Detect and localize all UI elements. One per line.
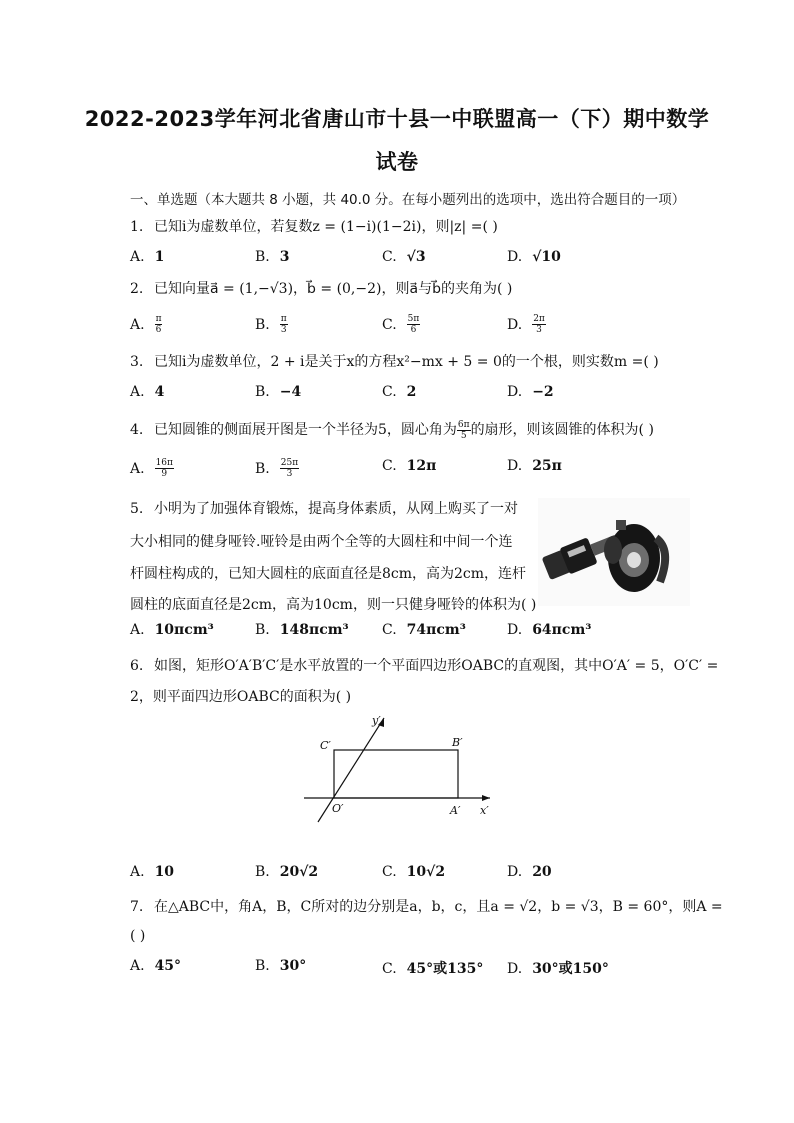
y-axis	[318, 718, 384, 822]
question-2	[130, 275, 512, 303]
question-4	[130, 416, 654, 444]
label-c: C′	[320, 739, 331, 752]
option-label: C.	[382, 622, 397, 638]
question-text: 小明为了加强体育锻炼，提高身体素质，从网上购买了一对	[154, 501, 518, 517]
option-d[interactable]	[507, 864, 552, 880]
question-6-line-1	[130, 655, 718, 675]
option-value: 10πcm³	[154, 622, 214, 638]
label-x: x′	[480, 804, 489, 817]
option-value: 10	[154, 864, 175, 880]
option-value: 3	[279, 249, 290, 265]
option-value: 10√2	[406, 864, 446, 880]
option-label: C.	[382, 316, 397, 333]
option-c[interactable]	[382, 458, 436, 474]
option-label: B.	[255, 384, 270, 400]
option-c[interactable]	[382, 249, 426, 265]
option-fraction: $\frac{\pi}{3}$	[280, 314, 287, 335]
option-a[interactable]	[130, 314, 162, 335]
question-5-line-4: 圆柱的底面直径是2cm，高为10cm，则一只健身哑铃的体积为( )	[130, 597, 537, 613]
option-c[interactable]	[382, 384, 416, 400]
question-3-options	[130, 384, 690, 408]
section-heading: 一、单选题（本大题共 8 小题，共 40.0 分。在每小题列出的选项中，选出符合题目的一项）	[130, 192, 686, 208]
option-label: C.	[382, 458, 397, 474]
option-a[interactable]	[130, 958, 181, 974]
label-a: A′	[450, 804, 461, 817]
question-text: 已知向量a⃗ = (1,−√3)，b⃗ = (0,−2)，则a⃗与b⃗的夹角为( )	[154, 281, 513, 297]
question-1-options	[130, 249, 690, 273]
option-label: A.	[130, 864, 145, 880]
option-label: B.	[255, 316, 270, 333]
option-value: −4	[279, 384, 302, 400]
question-number: 5.	[130, 501, 144, 517]
option-label: B.	[255, 864, 270, 880]
rectangle-diagram	[300, 712, 500, 826]
question-7-options	[130, 958, 690, 982]
option-value: −2	[532, 384, 554, 400]
option-c[interactable]	[382, 314, 420, 335]
option-label: D.	[507, 249, 523, 265]
question-number: 4.	[130, 422, 144, 438]
option-value: 74πcm³	[406, 622, 466, 638]
option-label: B.	[255, 958, 270, 974]
option-b[interactable]	[255, 249, 290, 265]
question-7-line-1	[130, 896, 723, 916]
question-text: 在△ABC中，角A，B，C所对的边分别是a，b，c，且a = √2，b = √3，B = 60°，则A =	[154, 899, 723, 915]
question-2-options	[130, 314, 690, 338]
question-number: 2.	[130, 281, 144, 297]
option-value: 12π	[406, 458, 437, 474]
option-value: 4	[154, 384, 165, 400]
question-5-line-2: 大小相同的健身哑铃.哑铃是由两个全等的大圆柱和中间一个连	[130, 534, 513, 550]
option-c[interactable]	[382, 864, 445, 880]
option-label: B.	[255, 622, 270, 638]
option-d[interactable]	[507, 249, 561, 265]
x-arrow-icon	[482, 795, 490, 801]
option-c[interactable]	[382, 622, 466, 638]
option-label: A.	[130, 622, 145, 638]
option-value: 20√2	[279, 864, 319, 880]
question-7-line-2: ( )	[130, 928, 146, 944]
option-d[interactable]	[507, 384, 554, 400]
option-value: 148πcm³	[279, 622, 349, 638]
label-y: y′	[372, 714, 381, 727]
option-a[interactable]	[130, 622, 214, 638]
option-b[interactable]	[255, 458, 299, 479]
option-value: 25π	[532, 458, 562, 474]
option-label: C.	[382, 961, 397, 977]
question-text: 已知圆锥的侧面展开图是一个半径为5，圆心角为	[154, 422, 457, 438]
option-a[interactable]	[130, 384, 164, 400]
option-d[interactable]	[507, 314, 546, 335]
option-label: A.	[130, 316, 145, 333]
option-b[interactable]	[255, 958, 306, 974]
option-value: 45°	[154, 958, 182, 974]
option-c[interactable]	[382, 958, 483, 978]
option-value: 1	[154, 249, 165, 265]
option-b[interactable]	[255, 864, 318, 880]
option-fraction: $\frac{\pi}{6}$	[155, 314, 162, 335]
option-value: 45°或135°	[406, 961, 484, 977]
option-b[interactable]	[255, 622, 349, 638]
option-value: 2	[406, 384, 417, 400]
option-label: A.	[130, 460, 145, 477]
option-a[interactable]	[130, 864, 174, 880]
question-number: 3.	[130, 354, 144, 370]
page-title-line1: 2022-2023学年河北省唐山市十县一中联盟高一（下）期中数学	[84, 107, 710, 131]
option-value: 30°	[279, 958, 307, 974]
option-fraction: $\frac{16\pi}{9}$	[155, 458, 173, 479]
option-d[interactable]	[507, 958, 609, 978]
question-6-options	[130, 864, 690, 888]
option-label: D.	[507, 316, 523, 333]
option-label: C.	[382, 384, 397, 400]
option-fraction: $\frac{2\pi}{3}$	[533, 314, 545, 335]
option-label: D.	[507, 961, 523, 977]
question-6-line-2: 2，则平面四边形OABC的面积为( )	[130, 689, 352, 705]
option-label: C.	[382, 864, 397, 880]
option-label: A.	[130, 384, 145, 400]
option-label: D.	[507, 864, 523, 880]
page-title-line2: 试卷	[375, 150, 419, 174]
rectangle-oabc	[334, 750, 458, 798]
option-b[interactable]	[255, 314, 288, 335]
option-a[interactable]	[130, 249, 164, 265]
option-label: D.	[507, 384, 523, 400]
option-value: 20	[532, 864, 552, 880]
option-b[interactable]	[255, 384, 301, 400]
option-value: 30°或150°	[532, 961, 609, 977]
option-label: D.	[507, 622, 523, 638]
question-5-line-1	[130, 498, 518, 518]
option-label: D.	[507, 458, 523, 474]
option-label: C.	[382, 249, 397, 265]
question-text: 已知i为虚数单位，若复数z = (1−i)(1−2i)，则|z| =( )	[154, 219, 498, 235]
question-text: 如图，矩形O′A′B′C′是水平放置的一个平面四边形OABC的直观图，其中O′A′ = 5，O′C′ =	[154, 658, 719, 674]
label-o: O′	[332, 802, 344, 815]
question-number: 1.	[130, 219, 144, 235]
option-d[interactable]	[507, 622, 591, 638]
dumbbell-photo	[538, 498, 690, 606]
option-value: √3	[406, 249, 426, 265]
option-label: A.	[130, 249, 145, 265]
question-4-options	[130, 458, 690, 482]
question-3	[130, 348, 659, 376]
option-label: B.	[255, 249, 270, 265]
option-fraction: $\frac{5\pi}{6}$	[407, 314, 420, 335]
option-label: A.	[130, 958, 145, 974]
question-5-line-3: 杆圆柱构成的，已知大圆柱的底面直径是8cm，高为2cm，连杆	[130, 566, 527, 582]
label-b: B′	[452, 736, 463, 749]
option-d[interactable]	[507, 458, 562, 474]
question-5-options	[130, 622, 690, 646]
question-1	[130, 213, 498, 241]
question-number: 6.	[130, 658, 144, 674]
option-value: √10	[532, 249, 561, 265]
question-text: 已知i为虚数单位，2 + i是关于x的方程x²−mx + 5 = 0的一个根，则实数m =( )	[154, 354, 659, 370]
option-label: B.	[255, 460, 270, 477]
question-number: 7.	[130, 899, 144, 915]
option-fraction: $\frac{25\pi}{3}$	[280, 458, 299, 479]
option-value: 64πcm³	[532, 622, 592, 638]
option-a[interactable]	[130, 458, 174, 479]
inline-fraction: $\frac{6\pi}{5}$	[457, 419, 470, 441]
question-text-end: 的扇形，则该圆锥的体积为( )	[470, 422, 654, 438]
